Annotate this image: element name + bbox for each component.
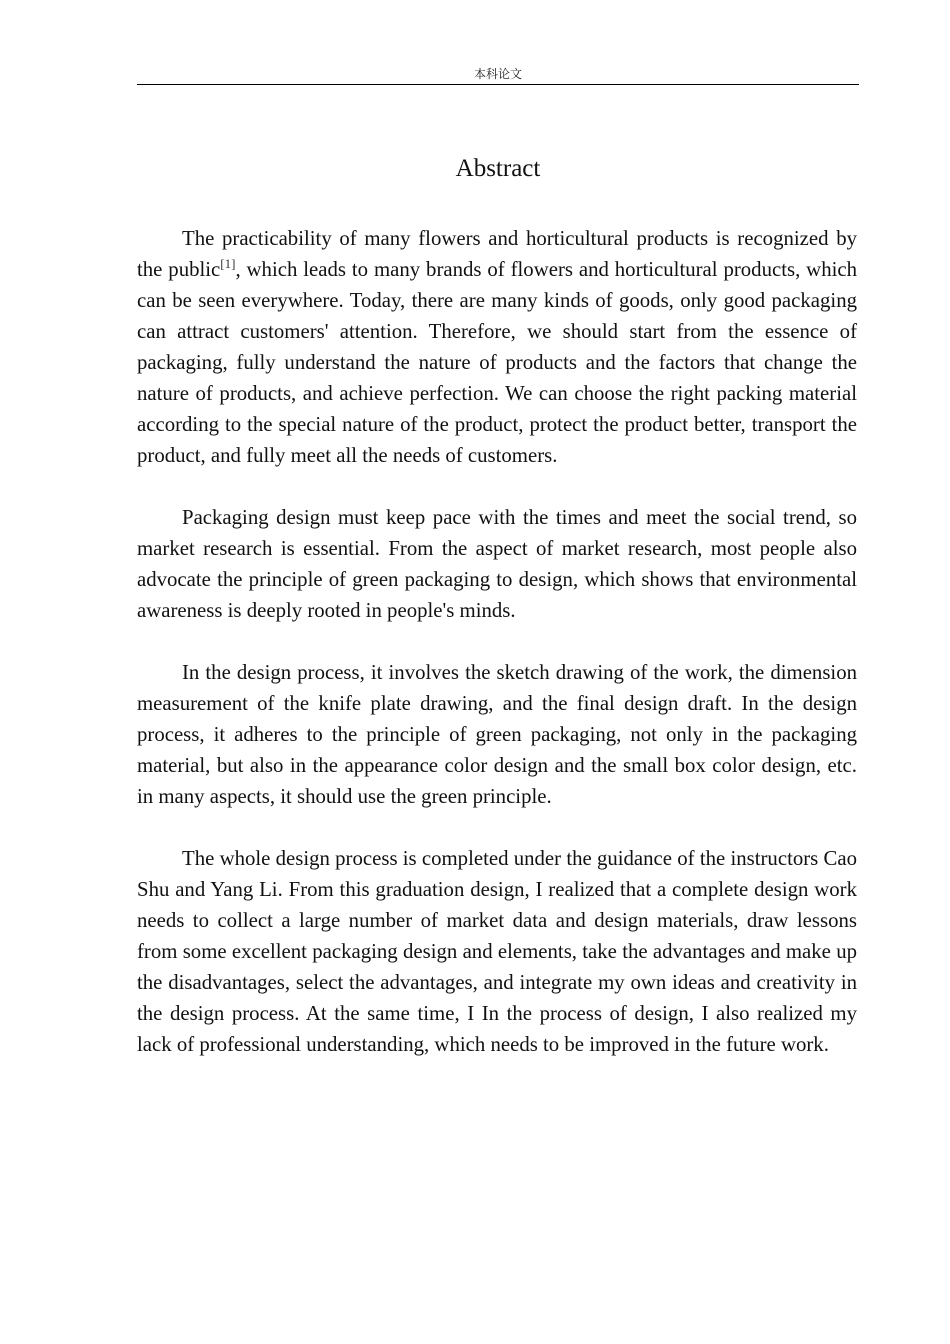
abstract-body <box>137 223 857 1060</box>
header-label: 本科论文 <box>473 67 522 81</box>
paragraph-1-text-start: The practicability of many flowers and horticultural products is recognized by the public <box>137 227 857 281</box>
abstract-paragraph-2: Packaging design must keep pace with the times and meet the social trend, so market research is essential. From the aspect of market research, most people also advocate the principle of green packaging to design, which shows that environmental awareness is deeply rooted in people's minds. <box>137 506 857 622</box>
paragraph-1-text-end: , which leads to many brands of flowers and horticultural products, which can be seen everywhere. Today, there are many kinds of goods, only good packaging can attract customers' attention. Therefore, we should start from the essence of packaging, fully understand the nature of products and the factors that change the nature of products, and achieve perfection. We can choose the right packing material according to the special nature of the product, protect the product better, transport the product, and fully meet all the needs of customers. <box>137 258 857 467</box>
running-header <box>137 66 859 85</box>
abstract-paragraph-3: In the design process, it involves the sketch drawing of the work, the dimension measurement of the knife plate drawing, and the final design draft. In the design process, it adheres to the principle of green packaging, not only in the packaging material, but also in the appearance color design and the small box color design, etc. in many aspects, it should use the green principle. <box>137 661 857 808</box>
abstract-title: Abstract <box>455 155 541 182</box>
abstract-paragraph-4: The whole design process is completed under the guidance of the instructors Cao Shu and Yang Li. From this graduation design, I realized that a complete design work needs to collect a large number of market data and design materials, draw lessons from some excellent packaging design and elements, take the advantages and make up the disadvantages, select the advantages, and integrate my own ideas and creativity in the design process. At the same time, I In the process of design, I also realized my lack of professional understanding, which needs to be improved in the future work. <box>137 847 857 1056</box>
abstract-paragraph-1 <box>137 223 857 471</box>
citation-reference: [1] <box>220 256 236 272</box>
